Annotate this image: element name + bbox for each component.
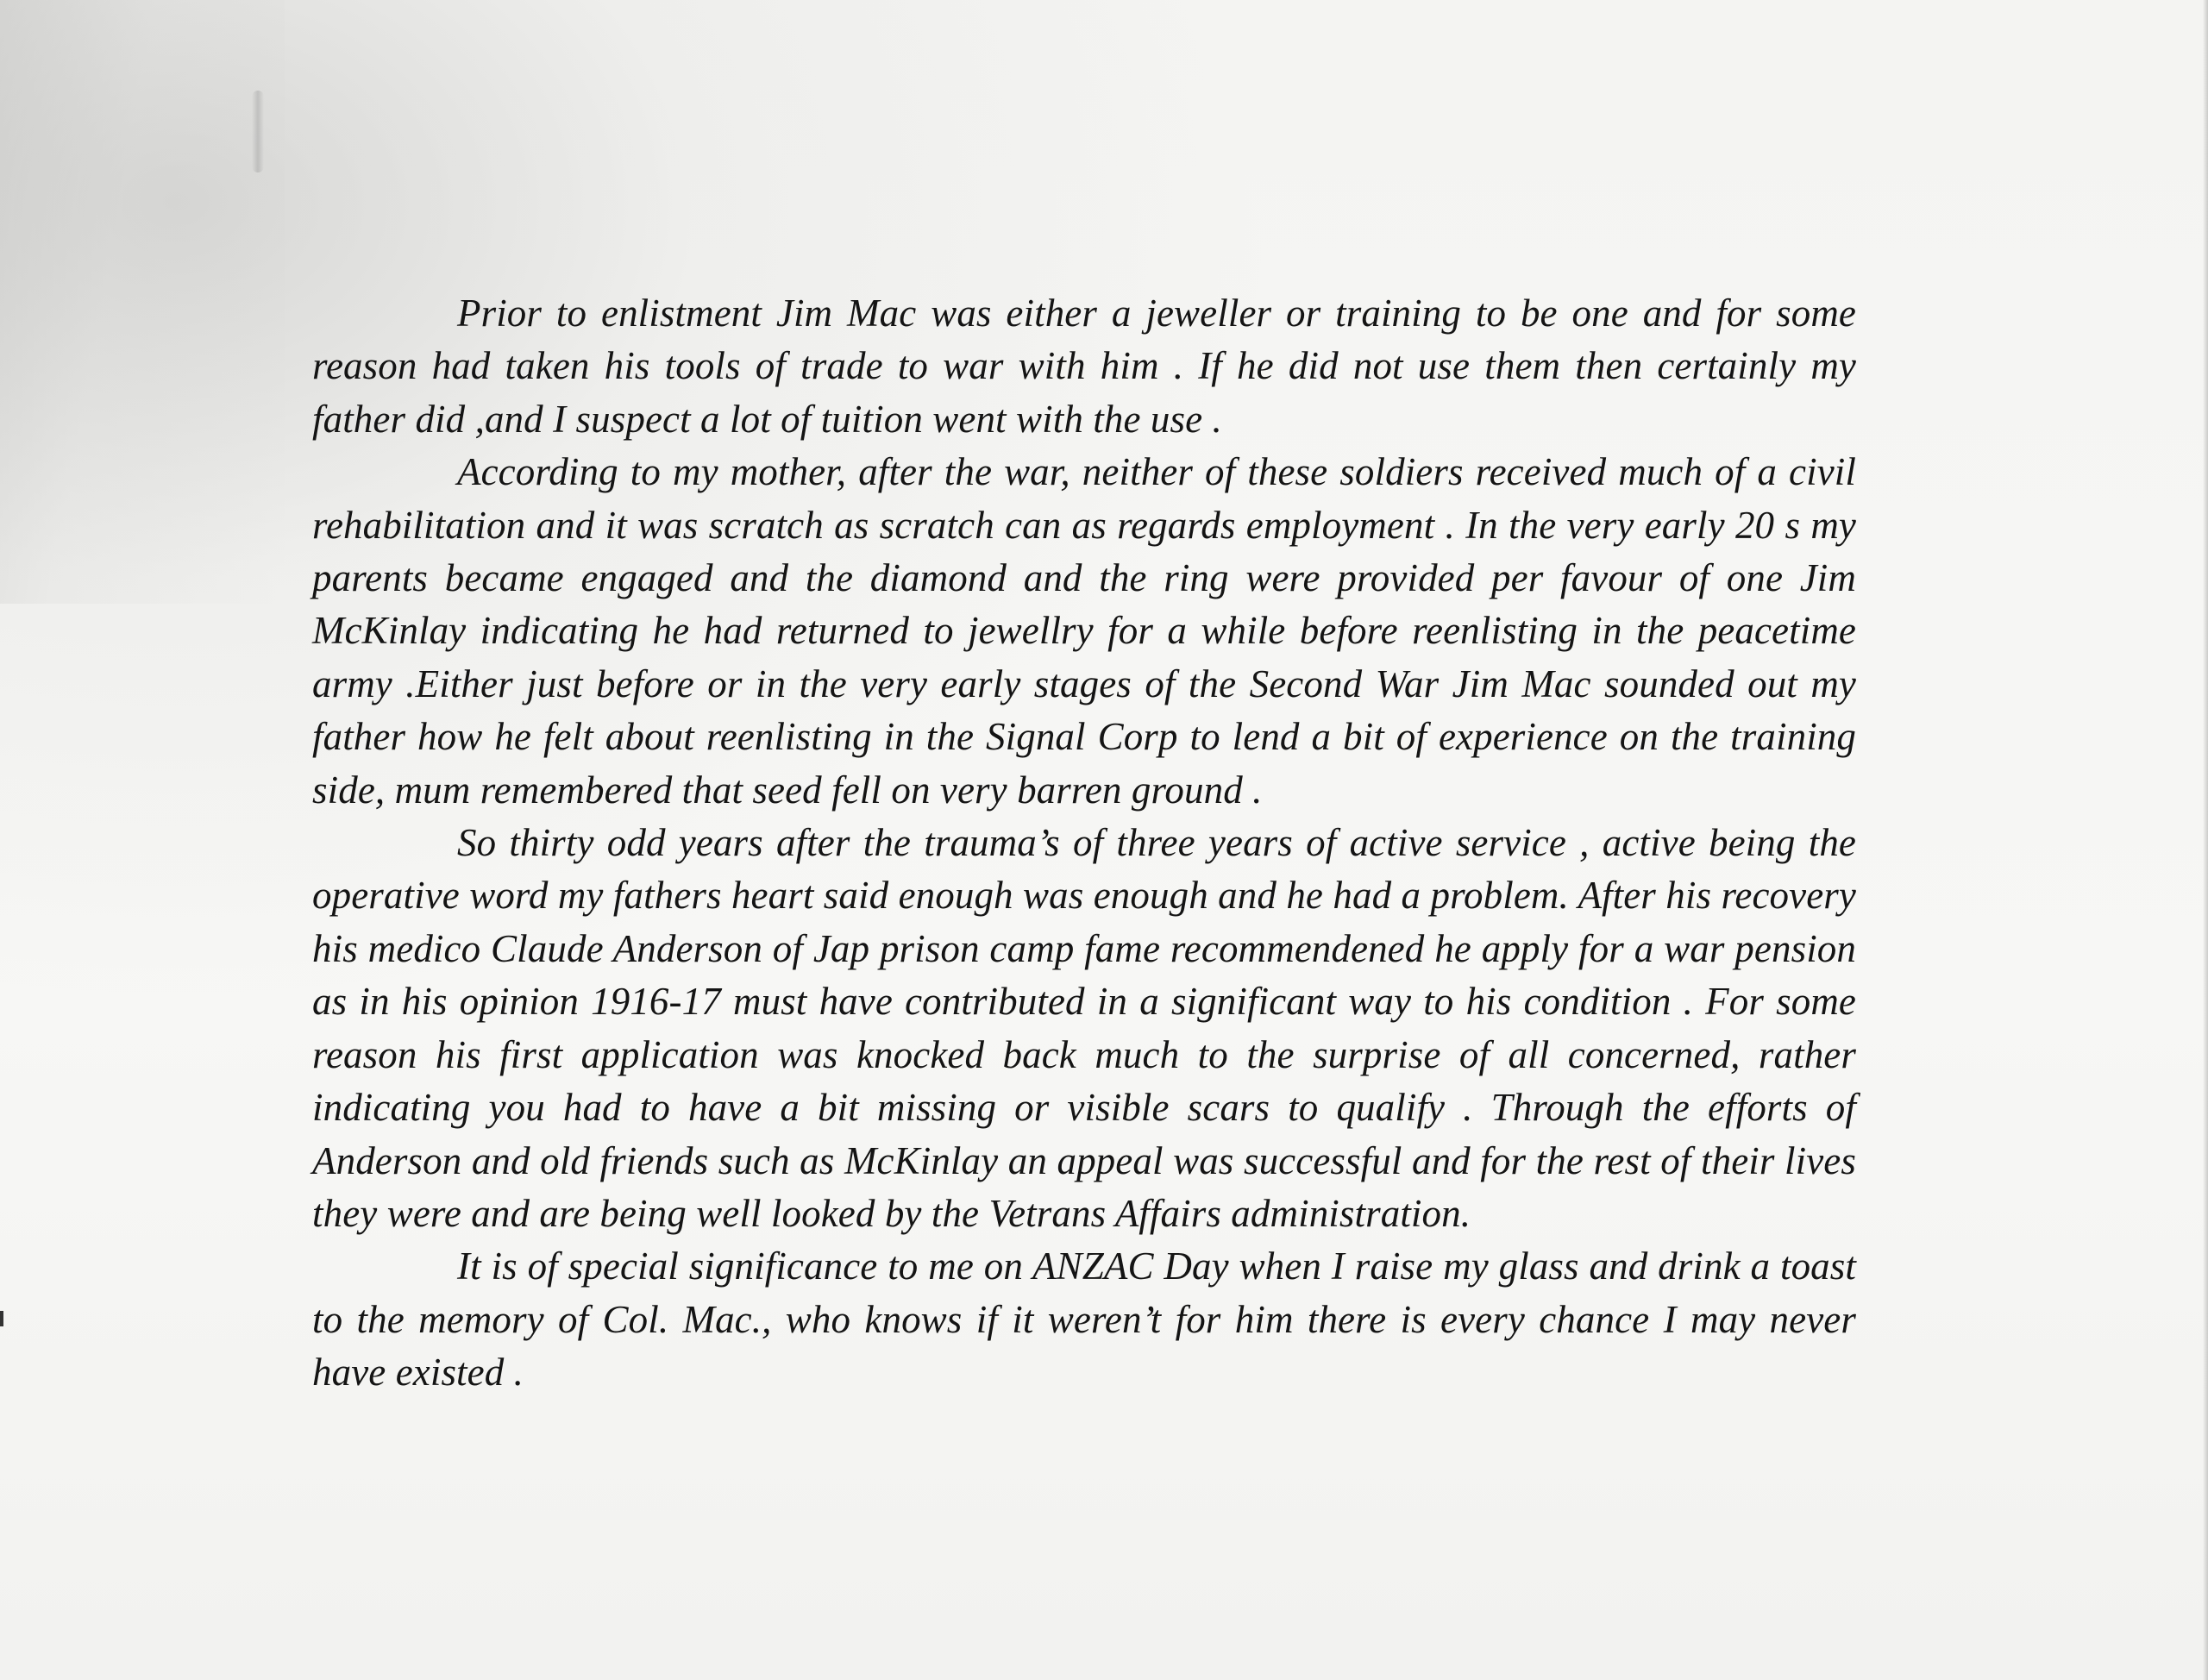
paragraph-4: It is of special significance to me on ANZAC Day when I raise my glass and drink a toast to the memory of Col. Mac., who knows if it weren’t for him there is every chance I may never have existed . (312, 1244, 1856, 1395)
paragraph-1: Prior to enlistment Jim Mac was either a jeweller or training to be one and for some reason had taken his tools of trade to war with him . If he did not use them then certainly my father did ,and I suspect a lot of tuition went with the use . (312, 291, 1856, 441)
paragraph-2: According to my mother, after the war, neither of these soldiers received much of a civil rehabilitation and it was scratch as scratch can as regards employment . In the very early 20 s my parents became engaged and the diamond and the ring were provided per favour of one Jim McKinlay indicating he had returned to jewellry for a while before reenlisting in the peacetime army .Either just before or in the very early stages of the Second War Jim Mac sounded out my father how he felt about reenlisting in the Signal Corp to lend a bit of experience on the training side, mum remembered that seed fell on very barren ground . (312, 450, 1856, 812)
page-shadow (0, 0, 285, 604)
page-edge (2203, 0, 2208, 1680)
paragraph-3: So thirty odd years after the trauma’s of three years of active service , active being the operative word my fathers heart said enough was enough and he had a problem. After his recovery his medico Claude Anderson of Jap prison camp fame recommendened he apply for a war pension as in his opinion 1916-17 must have contributed in a significant way to his condition . For some reason his first application was knocked back much to the surprise of all concerned, rather indicating you had to have a bit missing or visible scars to qualify . Through the efforts of Anderson and old friends such as McKinlay an appeal was successful and for the rest of their lives they were and are being well looked by the Vetrans Affairs administration. (312, 821, 1856, 1235)
page-fold-mark (252, 91, 264, 172)
page-edge-mark (0, 1311, 3, 1326)
document-body (312, 287, 1856, 1400)
